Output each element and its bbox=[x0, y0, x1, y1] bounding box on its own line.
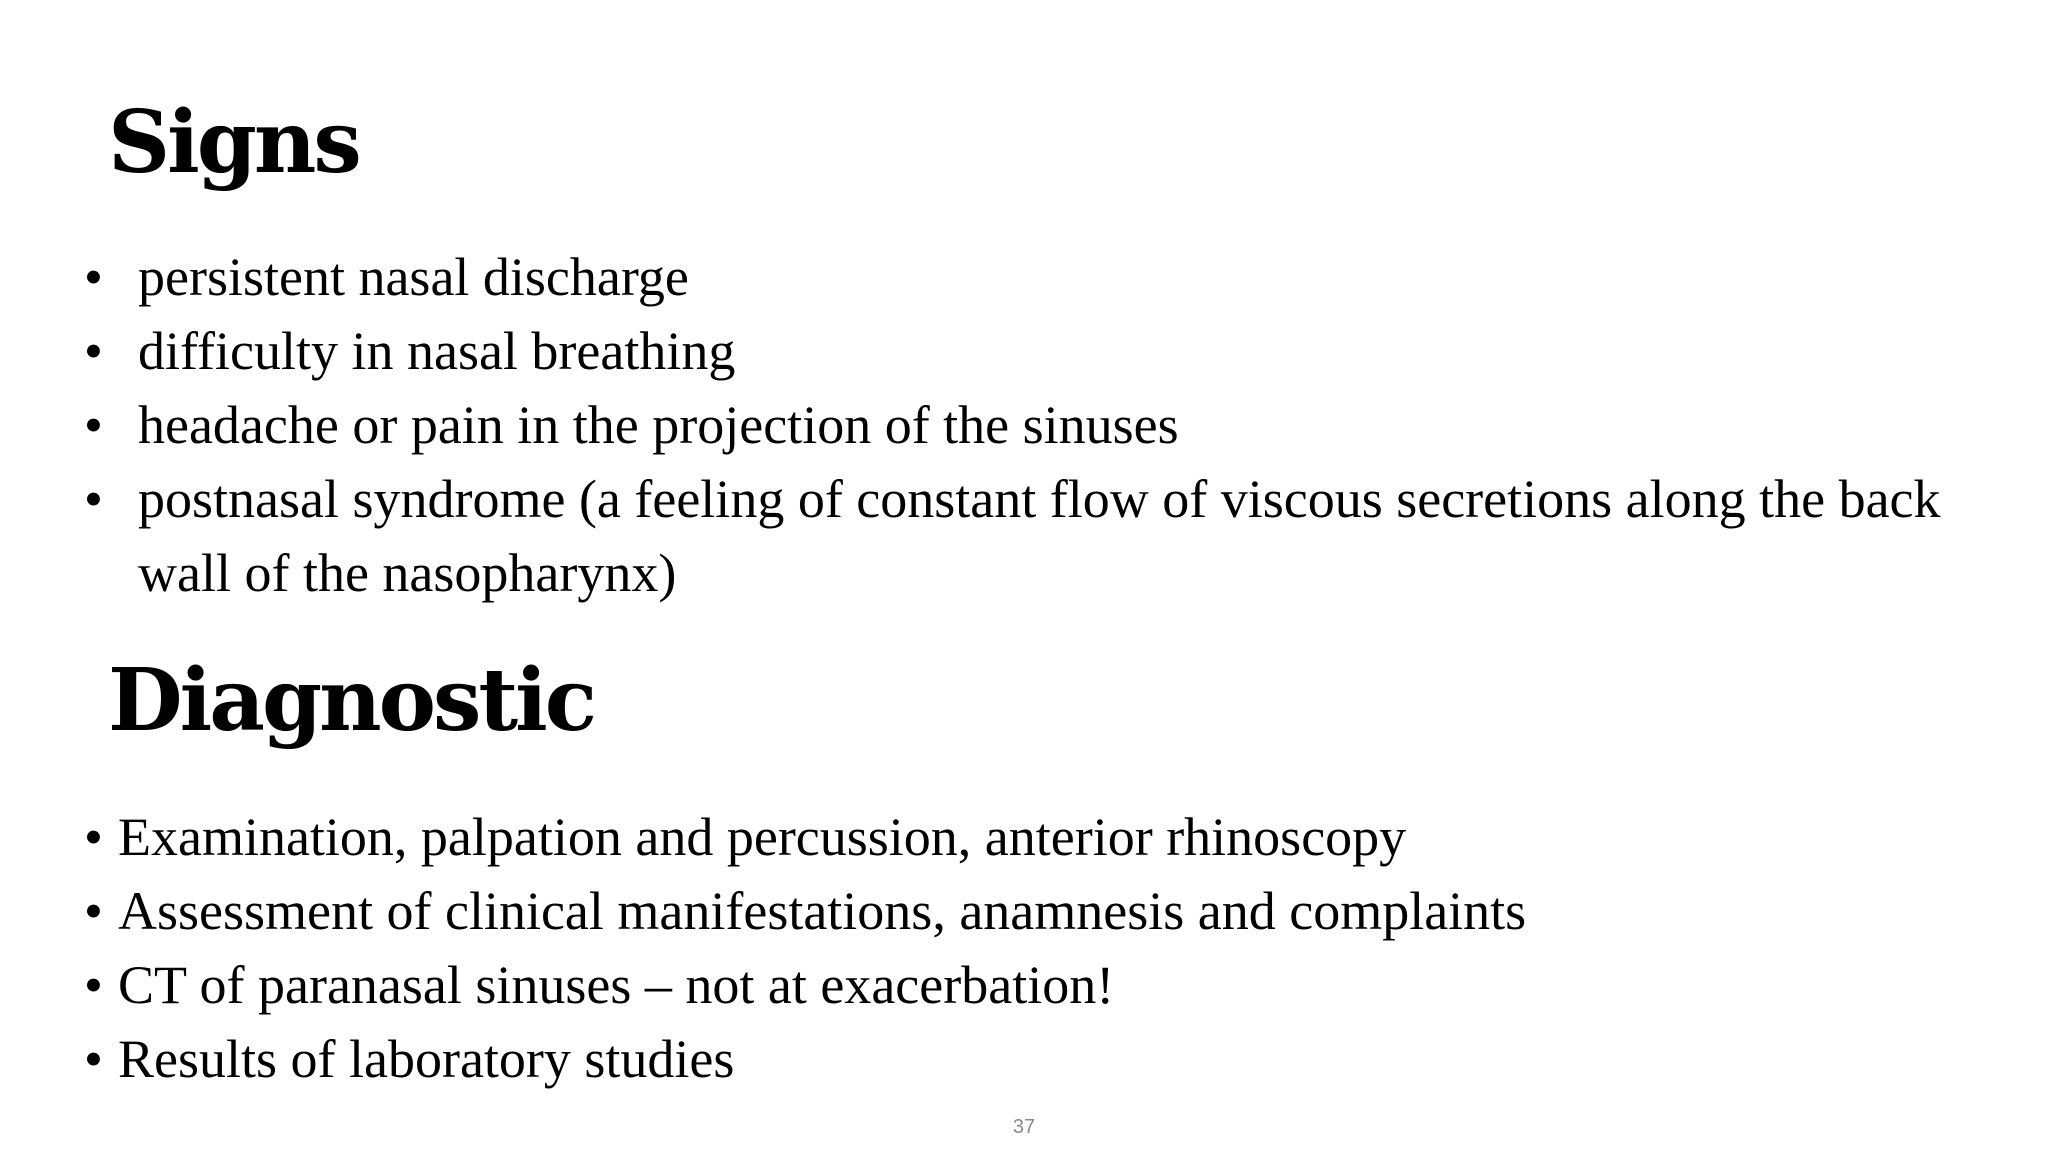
bullet: • bbox=[84, 807, 103, 867]
diagnostic-heading: Diagnostic bbox=[108, 650, 595, 751]
signs-heading: Signs bbox=[108, 92, 359, 193]
list-item bbox=[84, 388, 2004, 462]
list-item bbox=[84, 874, 2004, 948]
bullet: • bbox=[84, 247, 103, 307]
list-item bbox=[84, 1022, 2004, 1096]
list-item-text: CT of paranasal sinuses – not at exacerbation! bbox=[118, 955, 1115, 1015]
bullet: • bbox=[84, 395, 103, 455]
list-item-text: persistent nasal discharge bbox=[138, 247, 689, 307]
list-item-text: difficulty in nasal breathing bbox=[138, 321, 736, 381]
list-item-text: Results of laboratory studies bbox=[118, 1029, 735, 1089]
list-item bbox=[84, 314, 2004, 388]
bullet: • bbox=[84, 469, 103, 529]
bullet: • bbox=[84, 321, 103, 381]
bullet: • bbox=[84, 1029, 103, 1089]
list-item bbox=[84, 948, 2004, 1022]
list-item-text: Assessment of clinical manifestations, anamnesis and complaints bbox=[118, 881, 1527, 941]
bullet: • bbox=[84, 881, 103, 941]
bullet: • bbox=[84, 955, 103, 1015]
list-item bbox=[84, 462, 2004, 610]
diagnostic-list bbox=[84, 800, 2004, 1096]
list-item-text: Examination, palpation and percussion, anterior rhinoscopy bbox=[118, 807, 1407, 867]
signs-list bbox=[84, 240, 2004, 610]
list-item-text: headache or pain in the projection of the sinuses bbox=[138, 395, 1179, 455]
list-item-text: postnasal syndrome (a feeling of constant flow of viscous secretions along the back wall of the nasopharynx) bbox=[138, 469, 1941, 603]
list-item bbox=[84, 800, 2004, 874]
page-number: 37 bbox=[1012, 1116, 1036, 1138]
list-item bbox=[84, 240, 2004, 314]
